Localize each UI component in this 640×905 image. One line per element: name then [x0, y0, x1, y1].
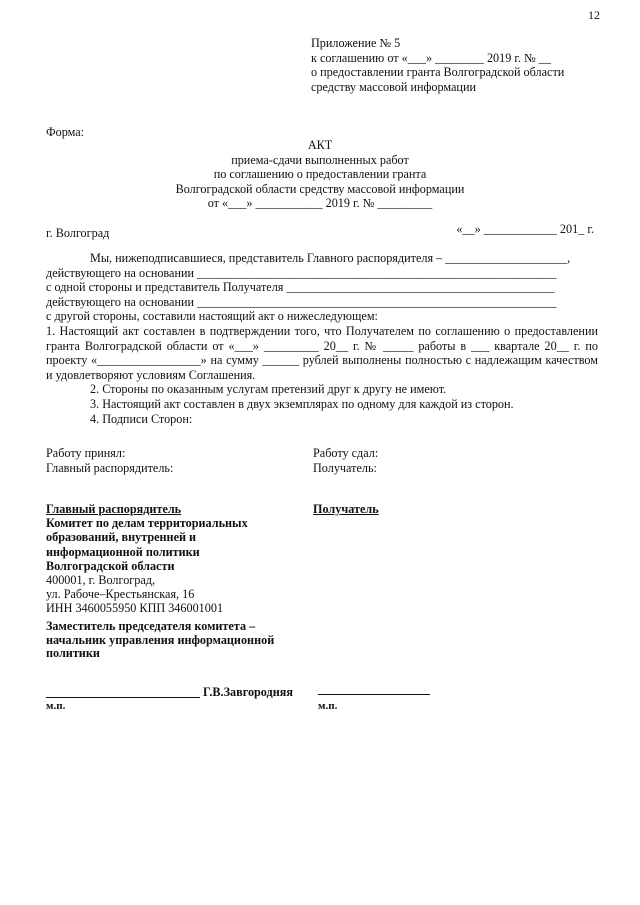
grantor-org-line: Волгоградской области	[46, 558, 175, 573]
form-label: Форма:	[46, 125, 85, 139]
title-line: приема-сдачи выполненных работ	[231, 152, 409, 167]
grantor-org-line: образований, внутренней и	[46, 530, 197, 545]
appendix-line: средству массовой информации	[311, 79, 477, 94]
recipient-signature-line	[318, 694, 430, 695]
grantor-address-line: 400001, г. Волгоград,	[46, 573, 156, 588]
deputy-line: политики	[46, 646, 100, 660]
grantor-inn: ИНН 3460055950 КПП 346001001	[46, 601, 224, 616]
page-number: 12	[588, 8, 600, 22]
title-line: по соглашению о предоставлении гранта	[213, 167, 427, 181]
body-line: Мы, нижеподписавшиеся, представитель Главного распорядителя – ____________________,	[90, 251, 571, 265]
grantor-org-line: Комитет по делам территориальных	[46, 516, 248, 531]
act-date: «__» ____________ 201_ г.	[456, 222, 594, 236]
grantor-org-line: информационной политики	[46, 544, 200, 559]
city: г. Волгоград	[46, 226, 110, 240]
body-item: 1. Настоящий акт составлен в подтверждении того, что Получателем по соглашению о предоставлении гранта Волгоградской области от «___» _________ 20__ г. № _____ работы в ___ квартале 20__ г. по проекту «_________________» на сумму ______ рублей выполнены полностью с надлежащим качеством и удовлетворяют условиям Соглашения.	[46, 323, 598, 382]
document-title	[150, 138, 490, 211]
body-line: действующего на основании ___________________________________________________________	[46, 294, 557, 309]
handed-line: Получатель:	[313, 460, 377, 475]
stamp-place-left: м.п.	[46, 700, 66, 712]
title-line: от «___» ___________ 2019 г. № _________	[207, 196, 433, 210]
act-body	[46, 251, 598, 426]
deputy-title	[46, 620, 274, 661]
appendix-line: о предоставлении гранта Волгоградской области	[311, 65, 565, 79]
body-item: 3. Настоящий акт составлен в двух экземплярах по одному для каждой из сторон.	[90, 396, 514, 411]
signer-name: Г.В.Завгородняя	[203, 685, 293, 699]
title-line: АКТ	[307, 138, 333, 152]
grantor-details	[46, 502, 248, 616]
appendix-header	[311, 36, 564, 94]
handed-line: Работу сдал:	[313, 446, 379, 460]
grantor-address-line: ул. Рабоче–Крестьянская, 16	[46, 587, 195, 602]
body-line: с одной стороны и представитель Получателя ____________________________________________	[46, 280, 555, 295]
accepted-line: Главный распорядитель:	[46, 460, 174, 475]
deputy-line: Заместитель председателя комитета –	[46, 619, 256, 633]
accepted-line: Работу принял:	[46, 446, 126, 460]
body-line: с другой стороны, составили настоящий акт о нижеследующем:	[46, 309, 378, 324]
body-item: 4. Подписи Сторон:	[90, 411, 193, 426]
body-item: 2. Стороны по оказанным услугам претензий друг к другу не имеют.	[90, 382, 447, 397]
stamp-place-right: м.п.	[318, 700, 338, 712]
recipient-heading: Получатель	[313, 502, 379, 516]
body-line: действующего на основании ___________________________________________________________	[46, 265, 557, 280]
accepted-block	[46, 446, 173, 475]
appendix-line: Приложение № 5	[311, 36, 401, 50]
grantor-heading: Главный распорядитель	[46, 502, 182, 516]
title-line: Волгоградской области средству массовой информации	[175, 181, 465, 196]
deputy-line: начальник управления информационной	[46, 632, 275, 647]
handed-block	[313, 446, 378, 475]
grantor-signature-line	[46, 697, 200, 698]
appendix-line: к соглашению от «___» ________ 2019 г. № __	[311, 50, 551, 65]
